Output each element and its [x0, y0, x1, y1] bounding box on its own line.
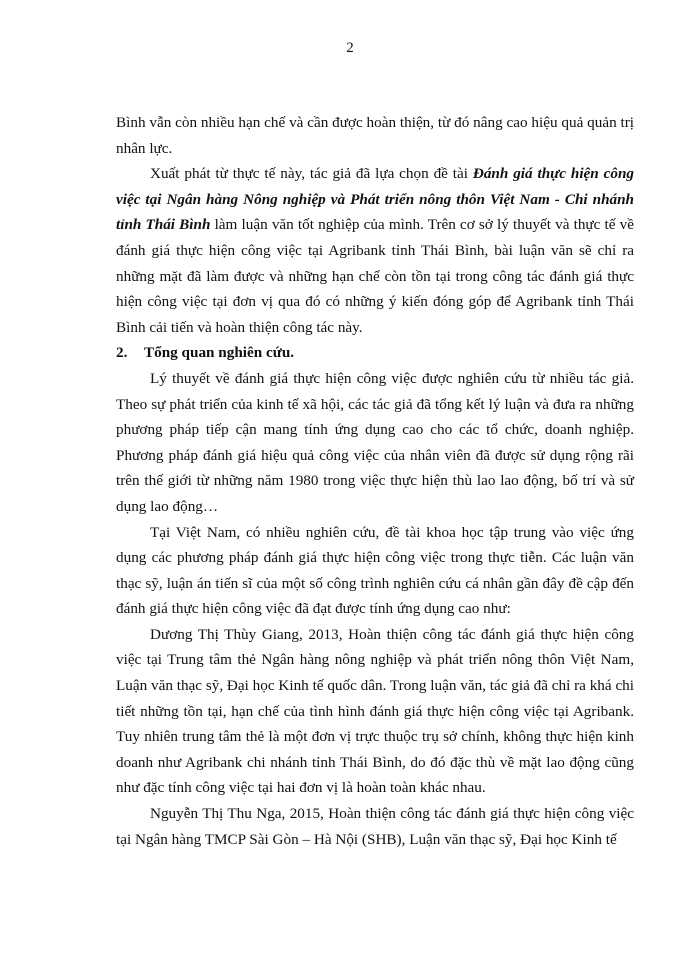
document-body [116, 110, 634, 852]
page-number: 2 [346, 40, 354, 56]
paragraph-theory: Lý thuyết về đánh giá thực hiện công việc được nghiên cứu từ nhiều tác giả. Theo sự phát triển của kinh tế xã hội, các tác giả đã tổng kết lý luận và đưa ra những phương pháp tiếp cận mang tính ứng dụng cao cho các tổ chức, doanh nghiệp. Phương pháp đánh giá hiệu quả công việc của nhân viên đã được sử dụng rộng rãi trên thế giới từ những năm 1980 trong việc thực hiện thù lao lao động, bố trí và sử dụng lao động… [116, 369, 634, 515]
thesis-title: Đánh giá thực hiện công việc tại Ngân hàng Nông nghiệp và Phát triển nông thôn Việt Nam - Chi nhánh tỉnh Thái Bình [116, 165, 634, 234]
paragraph-reference-nga: Nguyễn Thị Thu Nga, 2015, Hoàn thiện công tác đánh giá thực hiện công việc tại Ngân hàng TMCP Sài Gòn – Hà Nội (SHB), Luận văn thạc sỹ, Đại học Kinh tế [116, 805, 634, 848]
section-heading [116, 340, 634, 366]
paragraph-text: làm luận văn tốt nghiệp của mình. Trên cơ sở lý thuyết và thực tế về đánh giá thực hiện công việc tại Agribank tỉnh Thái Bình, bài luận văn sẽ chỉ ra những mặt đã làm được và những hạn chế còn tồn tại trong công tác đánh giá thực hiện công việc tại đơn vị qua đó có những ý kiến đóng góp để Agribank tỉnh Thái Bình cải tiến và hoàn thiện công tác này. [116, 216, 634, 336]
paragraph-text: Xuất phát từ thực tế này, tác giả đã lựa chọn đề tài [150, 165, 473, 183]
paragraph-vietnam-research: Tại Việt Nam, có nhiều nghiên cứu, đề tài khoa học tập trung vào việc ứng dụng các phương pháp đánh giá thực hiện công việc trong thực tiễn. Các luận văn thạc sỹ, luận án tiến sĩ của một số công trình nghiên cứu cá nhân gần đây đề cập đến đánh giá thực hiện công việc đã đạt được tính ứng dụng cao như: [116, 523, 634, 618]
section-number: 2. [116, 344, 128, 362]
paragraph-continuation: Bình vẫn còn nhiều hạn chế và cần được hoàn thiện, từ đó nâng cao hiệu quả quản trị nhân lực. [116, 114, 634, 157]
paragraph-topic-choice [116, 161, 634, 340]
section-title: Tổng quan nghiên cứu. [144, 344, 295, 362]
paragraph-reference-giang: Dương Thị Thùy Giang, 2013, Hoàn thiện công tác đánh giá thực hiện công việc tại Trung tâm thẻ Ngân hàng nông nghiệp và phát triển nông thôn Việt Nam, Luận văn thạc sỹ, Đại học Kinh tế quốc dân. Trong luận văn, tác giả đã chỉ ra khá chi tiết những tồn tại, hạn chế của tình hình đánh giá thực hiện công việc tại Agribank. Tuy nhiên trung tâm thẻ là một đơn vị trực thuộc trụ sở chính, không thực hiện kinh doanh như Agribank chi nhánh tỉnh Thái Bình, do đó đặc thù về mặt lao động cũng như đặc tính công việc tại hai đơn vị là hoàn toàn khác nhau. [116, 625, 634, 797]
